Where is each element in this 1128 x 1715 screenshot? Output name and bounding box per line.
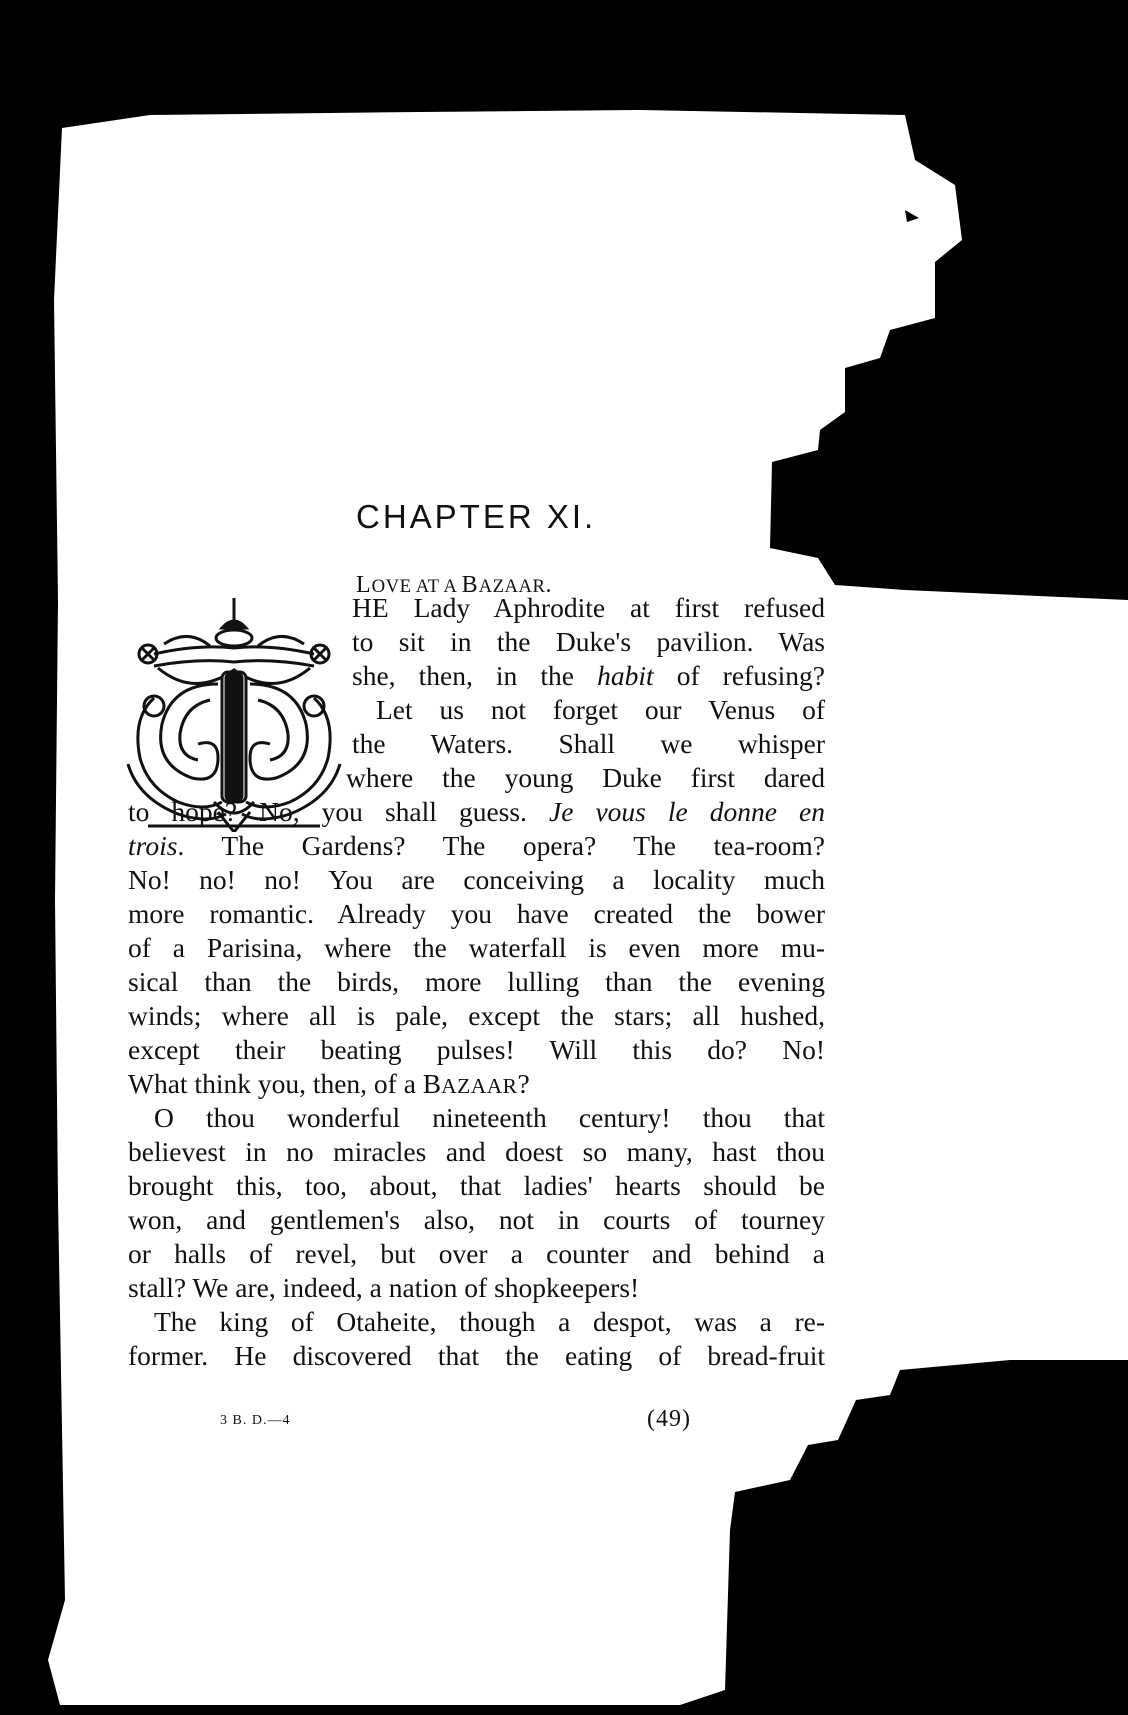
text-line: she, then, in the habit of refusing? [352, 660, 825, 691]
text-line: the Waters. Shall we whisper [352, 728, 825, 759]
text-line: where the young Duke first dared [346, 762, 825, 793]
text-line: to sit in the Duke's pavilion. Was [352, 626, 825, 657]
text-line: sical than the birds, more lulling than the evening [128, 966, 825, 997]
text-line: trois. The Gardens? The opera? The tea-room? [128, 830, 825, 861]
subtitle-small-caps-2: AZAAR [478, 576, 546, 597]
text-line: winds; where all is pale, except the stars; all hushed, [128, 1000, 825, 1031]
subtitle-small-caps-1: OVE AT A [371, 576, 462, 597]
subtitle-initial-b: B [461, 572, 479, 598]
text-line: stall? We are, indeed, a nation of shopkeepers! [128, 1272, 640, 1303]
chapter-title: CHAPTER XI. [356, 498, 597, 535]
printer-signature: 3 B. D.—4 [220, 1413, 291, 1428]
text-line: more romantic. Already you have created the bower [128, 898, 825, 929]
text-line: O thou wonderful nineteenth century! thou that [154, 1102, 825, 1133]
text-line: HE Lady Aphrodite at first refused [352, 592, 825, 623]
text-line: of a Parisina, where the waterfall is even more mu- [128, 932, 825, 963]
text-line: Let us not forget our Venus of [376, 694, 825, 725]
text-line: former. He discovered that the eating of bread-fruit [128, 1340, 825, 1371]
text-line: to hope? No, you shall guess. Je vous le donne en [128, 796, 825, 827]
page-number: (49) [647, 1406, 691, 1432]
text-line: The king of Otaheite, though a despot, was a re- [154, 1306, 825, 1337]
subtitle-period: . [545, 572, 553, 598]
text-line: won, and gentlemen's also, not in courts of tourney [128, 1204, 825, 1235]
text-line: What think you, then, of a BAZAAR? [128, 1068, 530, 1099]
subtitle-initial: L [356, 572, 372, 598]
text-line: No! no! no! You are conceiving a locality much [128, 864, 825, 895]
text-line: believest in no miracles and doest so many, hast thou [128, 1136, 825, 1167]
text-line: except their beating pulses! Will this do? No! [128, 1034, 825, 1065]
text-line: brought this, too, about, that ladies' hearts should be [128, 1170, 825, 1201]
text-line: or halls of revel, but over a counter and behind a [128, 1238, 825, 1269]
